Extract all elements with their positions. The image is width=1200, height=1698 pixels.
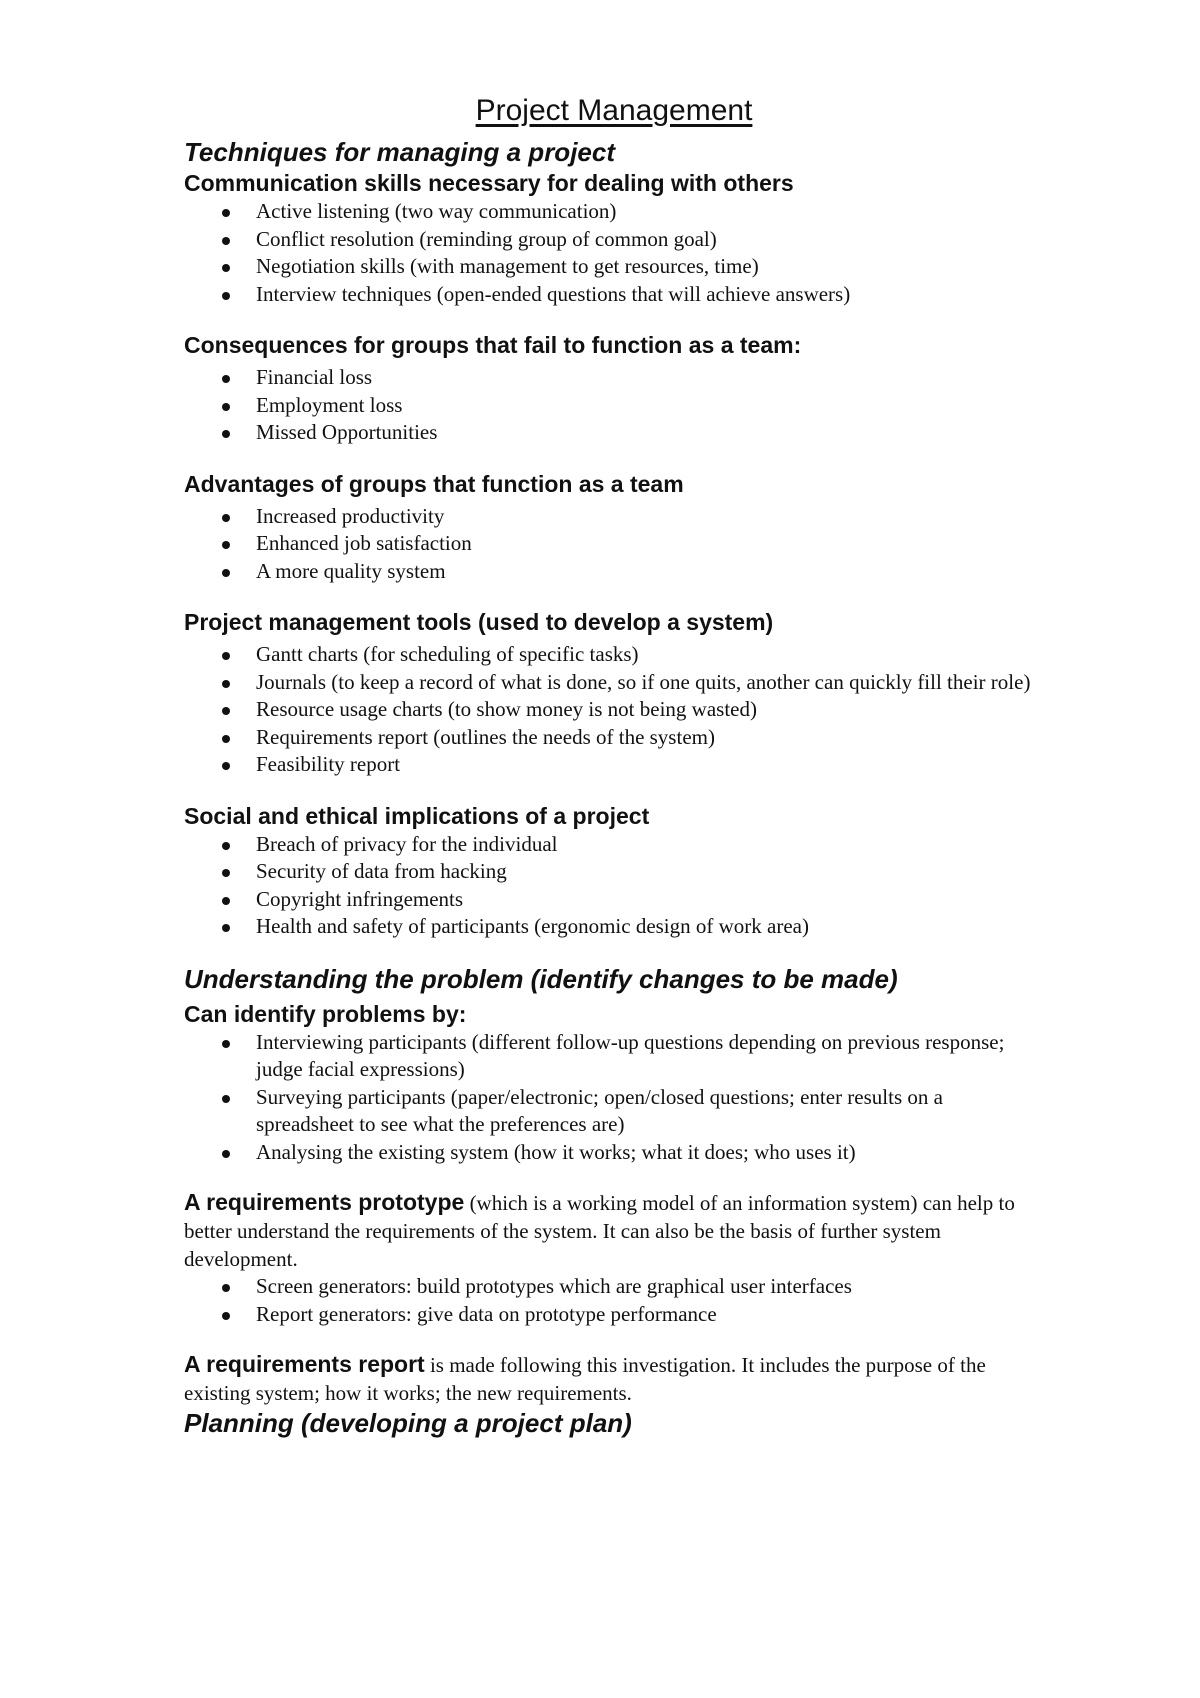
list-item: Enhanced job satisfaction: [256, 530, 1044, 558]
list-item: Gantt charts (for scheduling of specific tasks): [256, 641, 1044, 669]
subheading-identify: Can identify problems by:: [184, 1000, 467, 1027]
list-item: Requirements report (outlines the needs of the system): [256, 724, 1044, 752]
report-paragraph: [184, 1350, 1044, 1407]
list-item: Employment loss: [256, 392, 1044, 420]
subheading-consequences: Consequences for groups that fail to function as a team:: [184, 332, 802, 358]
page-title: Project Management: [475, 94, 753, 127]
section-heading-planning: Planning (developing a project plan): [184, 1408, 632, 1438]
consequences-list: [184, 364, 1044, 447]
list-item: Missed Opportunities: [256, 419, 1044, 447]
report-lead: A requirements report: [184, 1351, 425, 1377]
subheading-social-ethical: Social and ethical implications of a project: [184, 802, 650, 829]
report-text: is made following this investigation. It includes the purpose of the existing system; how it works; the new requirements.: [184, 1353, 986, 1405]
prototype-lead: A requirements prototype: [184, 1189, 465, 1215]
list-item: Report generators: give data on prototype performance: [256, 1301, 1044, 1329]
tools-list: [184, 641, 1044, 779]
social-ethical-list: [184, 831, 1044, 941]
list-item: Active listening (two way communication): [256, 198, 1044, 226]
section-heading-techniques: Techniques for managing a project: [184, 137, 615, 167]
subheading-tools: Project management tools (used to develop a system): [184, 609, 774, 635]
list-item: Copyright infringements: [256, 886, 1044, 914]
list-item: Analysing the existing system (how it works; what it does; who uses it): [256, 1139, 1044, 1167]
list-item: Journals (to keep a record of what is done, so if one quits, another can quickly fill their role): [256, 669, 1044, 697]
list-item: Conflict resolution (reminding group of common goal): [256, 226, 1044, 254]
communication-list: [184, 198, 1044, 308]
section-heading-understanding: Understanding the problem (identify changes to be made): [184, 963, 898, 994]
list-item: Breach of privacy for the individual: [256, 831, 1044, 859]
list-item: Increased productivity: [256, 503, 1044, 531]
document-content: [184, 92, 1044, 1439]
list-item: Financial loss: [256, 364, 1044, 392]
list-item: Security of data from hacking: [256, 858, 1044, 886]
identify-list: [184, 1029, 1044, 1167]
prototype-text: (which is a working model of an information system) can help to better understand the requirements of the system. It can also be the basis of further system development.: [184, 1191, 1015, 1271]
list-item: Health and safety of participants (ergonomic design of work area): [256, 913, 1044, 941]
advantages-list: [184, 503, 1044, 586]
list-item: Negotiation skills (with management to get resources, time): [256, 253, 1044, 281]
list-item: Interview techniques (open-ended questions that will achieve answers): [256, 281, 1044, 309]
prototype-list: [184, 1273, 1044, 1328]
list-item: Feasibility report: [256, 751, 1044, 779]
list-item: Resource usage charts (to show money is not being wasted): [256, 696, 1044, 724]
list-item: Surveying participants (paper/electronic; open/closed questions; enter results on a spreadsheet to see what the preferences are): [256, 1084, 1044, 1139]
prototype-paragraph: [184, 1188, 1044, 1273]
list-item: A more quality system: [256, 558, 1044, 586]
list-item: Screen generators: build prototypes which are graphical user interfaces: [256, 1273, 1044, 1301]
subheading-advantages: Advantages of groups that function as a team: [184, 470, 684, 497]
list-item: Interviewing participants (different follow-up questions depending on previous response; judge facial expressions): [256, 1029, 1044, 1084]
subheading-communication: Communication skills necessary for dealing with others: [184, 170, 794, 196]
